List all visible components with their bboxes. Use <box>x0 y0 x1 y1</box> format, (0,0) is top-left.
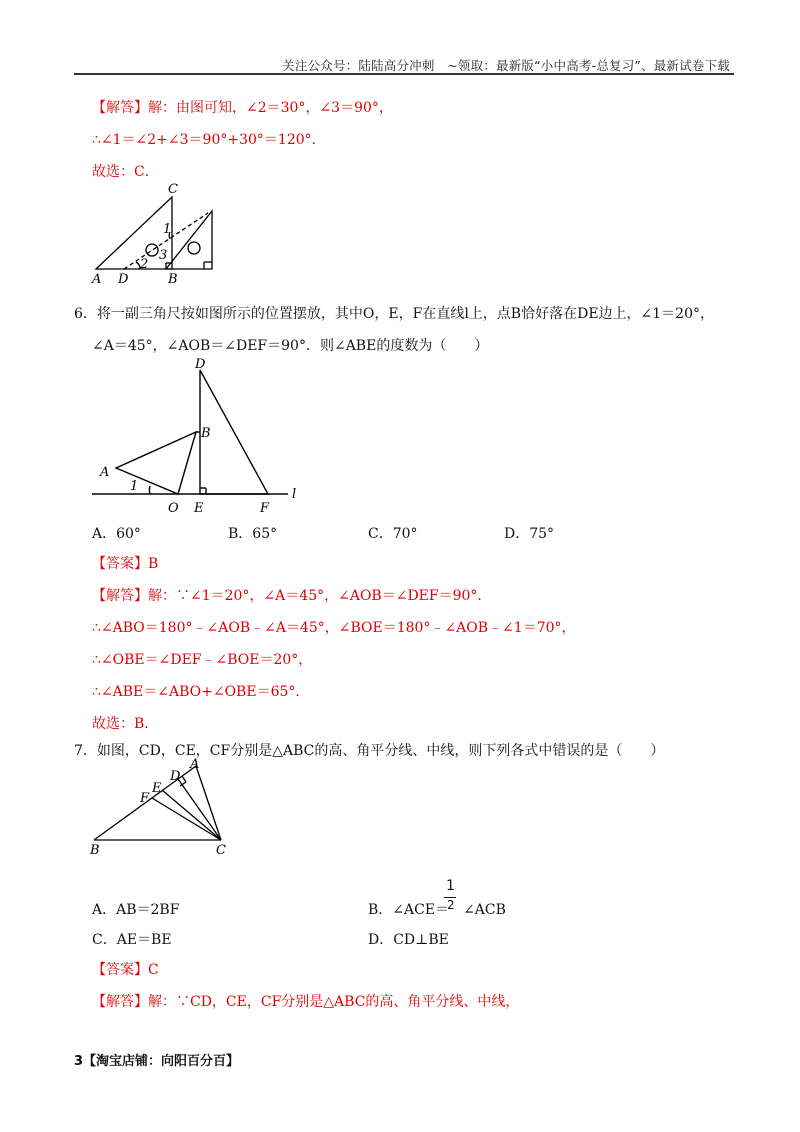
solution-label: 【解答】 <box>92 588 148 604</box>
q6-solution-line3: ∴∠OBE＝∠DEF﹣∠BOE＝20°， <box>92 652 313 668</box>
q7-label-C: C <box>216 843 226 858</box>
q6-solution-line4: ∴∠ABE＝∠ABO+∠OBE＝65°． <box>92 684 310 700</box>
q6-solution-line2: ∴∠ABO＝180°﹣∠AOB﹣∠A＝45°，∠BOE＝180°﹣∠AOB﹣∠1＝70°， <box>92 620 576 636</box>
q6-label-F: F <box>260 501 270 516</box>
q6-option-d: D．75° <box>504 526 555 542</box>
solution-label: 【解答】 <box>92 100 148 116</box>
q7-label-D: D <box>170 769 181 784</box>
page-footer: 3【淘宝店铺：向阳百分百】 <box>74 1054 240 1069</box>
q6-label-1: 1 <box>130 479 139 494</box>
q6-stem-line1: 6．将一副三角尺按如图所示的位置摆放，其中O，E，F在直线l上，点B恰好落在DE边上，∠1＝20°， <box>74 306 714 322</box>
q7-fraction-denominator: 2 <box>447 898 455 912</box>
q5-label-2: 2 <box>140 257 149 272</box>
q6-label-l: l <box>292 487 297 502</box>
q5-label-B: B <box>168 272 178 287</box>
q7-stem: 7．如图，CD，CE，CF分别是△ABC的高、角平分线、中线，则下列各式中错误的是（ ） <box>74 743 665 759</box>
q5-label-C: C <box>168 183 178 197</box>
q6-solution-line1: 【解答】解：∵∠1＝20°，∠A＝45°，∠AOB＝∠DEF＝90°． <box>92 588 492 604</box>
q6-choice: 故选：B． <box>92 716 159 732</box>
q7-option-d: D．CD⊥BE <box>368 932 449 948</box>
q6-option-a: A．60° <box>92 526 141 542</box>
q6-number: 6． <box>74 306 97 322</box>
q6-answer: 【答案】B <box>92 556 159 572</box>
q7-label-B: B <box>90 843 100 858</box>
q7-option-c: C．AE＝BE <box>92 932 172 948</box>
q5-label-1: 1 <box>163 222 172 237</box>
q6-option-b: B．65° <box>228 526 278 542</box>
q6-label-D: D <box>195 358 206 372</box>
page-header: 关注公众号：陆陆高分冲刺 ~领取：最新版“小中高考-总复习”、最新试卷下载 <box>282 58 730 73</box>
q6-stem-line2: ∠A＝45°，∠AOB＝∠DEF＝90°．则∠ABE的度数为（ ） <box>92 338 489 354</box>
q7-label-E: E <box>152 781 162 796</box>
q6-label-O: O <box>168 501 179 516</box>
q7-label-F: F <box>140 791 150 806</box>
q7-figure <box>86 758 236 858</box>
header-rule <box>74 73 734 75</box>
q6-figure <box>88 358 308 518</box>
q6-label-A: A <box>100 465 110 480</box>
q6-label-B: B <box>201 426 211 441</box>
solution-label: 【解答】 <box>92 994 148 1010</box>
q6-label-E: E <box>194 501 204 516</box>
q7-label-A: A <box>190 758 200 772</box>
q5-label-3: 3 <box>159 248 168 263</box>
q5-solution-line2: ∴∠1＝∠2+∠3＝90°+30°＝120°． <box>92 132 326 148</box>
q7-fraction-numerator: 1 <box>446 878 455 894</box>
q7-solution-line1: 【解答】解：∵CD，CE，CF分别是△ABC的高、角平分线、中线， <box>92 994 520 1010</box>
q7-option-a: A．AB＝2BF <box>92 902 180 918</box>
q7-option-b: B．∠ACE＝ ∠ACB <box>368 902 506 918</box>
q5-solution-line1: 【解答】解：由图可知，∠2＝30°，∠3＝90°， <box>92 100 393 116</box>
q5-figure <box>88 183 228 288</box>
q5-label-A: A <box>92 272 102 287</box>
q7-number: 7． <box>74 743 97 759</box>
q6-option-c: C．70° <box>368 526 418 542</box>
q5-choice: 故选：C． <box>92 164 159 180</box>
q5-label-D: D <box>118 272 129 287</box>
q7-answer: 【答案】C <box>92 962 159 978</box>
